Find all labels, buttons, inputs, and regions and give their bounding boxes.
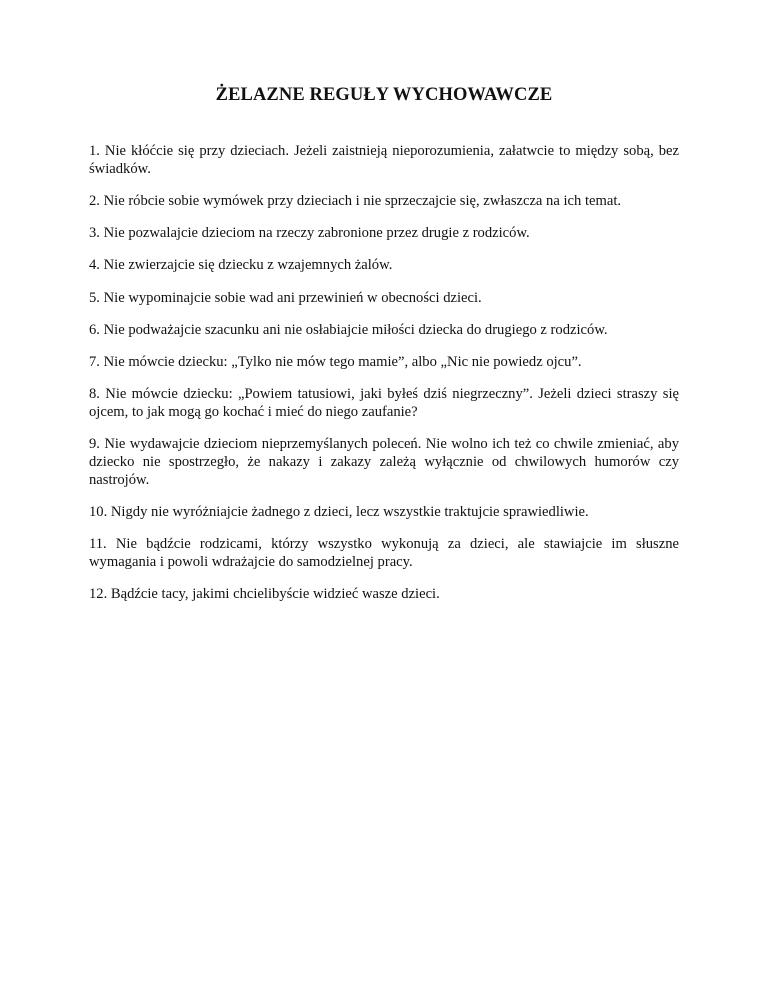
rule-item-2: 2. Nie róbcie sobie wymówek przy dzieciach i nie sprzeczajcie się, zwłaszcza na ich temat. [89,192,622,209]
rule-item-4: 4. Nie zwierzajcie się dziecku z wzajemnych żalów. [89,257,393,274]
rule-item-11: 11. Nie bądźcie rodzicami, którzy wszystko wykonują za dzieci, ale stawiajcie im słuszne wymagania i powoli wdrażajcie do samodzielnej pracy. [89,536,679,570]
rules-list [89,143,679,618]
rule-item-3: 3. Nie pozwalajcie dzieciom na rzeczy zabronione przez drugie z rodziców. [89,225,530,242]
rule-item-12: 12. Bądźcie tacy, jakimi chcielibyście widzieć wasze dzieci. [89,586,440,603]
rule-item-5: 5. Nie wypominajcie sobie wad ani przewinień w obecności dzieci. [89,289,482,306]
document-title: ŻELAZNE REGUŁY WYCHOWAWCZE [215,85,553,105]
rule-item-6: 6. Nie podważajcie szacunku ani nie osłabiajcie miłości dziecka do drugiego z rodziców. [89,321,608,338]
rule-item-7: 7. Nie mówcie dziecku: „Tylko nie mów tego mamie”, albo „Nic nie powiedz ojcu”. [89,353,582,370]
rule-item-1: 1. Nie kłóćcie się przy dzieciach. Jeżeli zaistnieją nieporozumienia, załatwcie to między sobą, bez świadków. [89,143,679,177]
rule-item-9: 9. Nie wydawajcie dzieciom nieprzemyślanych poleceń. Nie wolno ich też co chwile zmieniać, aby dziecko nie spostrzegło, że nakazy i zakazy zależą wyłącznie od chwilowych humorów czy nastrojów. [89,436,679,488]
rule-item-10: 10. Nigdy nie wyróżniajcie żadnego z dzieci, lecz wszystkie traktujcie sprawiedliwie. [89,503,589,520]
rule-item-8: 8. Nie mówcie dziecku: „Powiem tatusiowi, jaki byłeś dziś niegrzeczny”. Jeżeli dzieci straszy się ojcem, to jak mogą go kochać i mieć do niego zaufanie? [89,386,679,420]
